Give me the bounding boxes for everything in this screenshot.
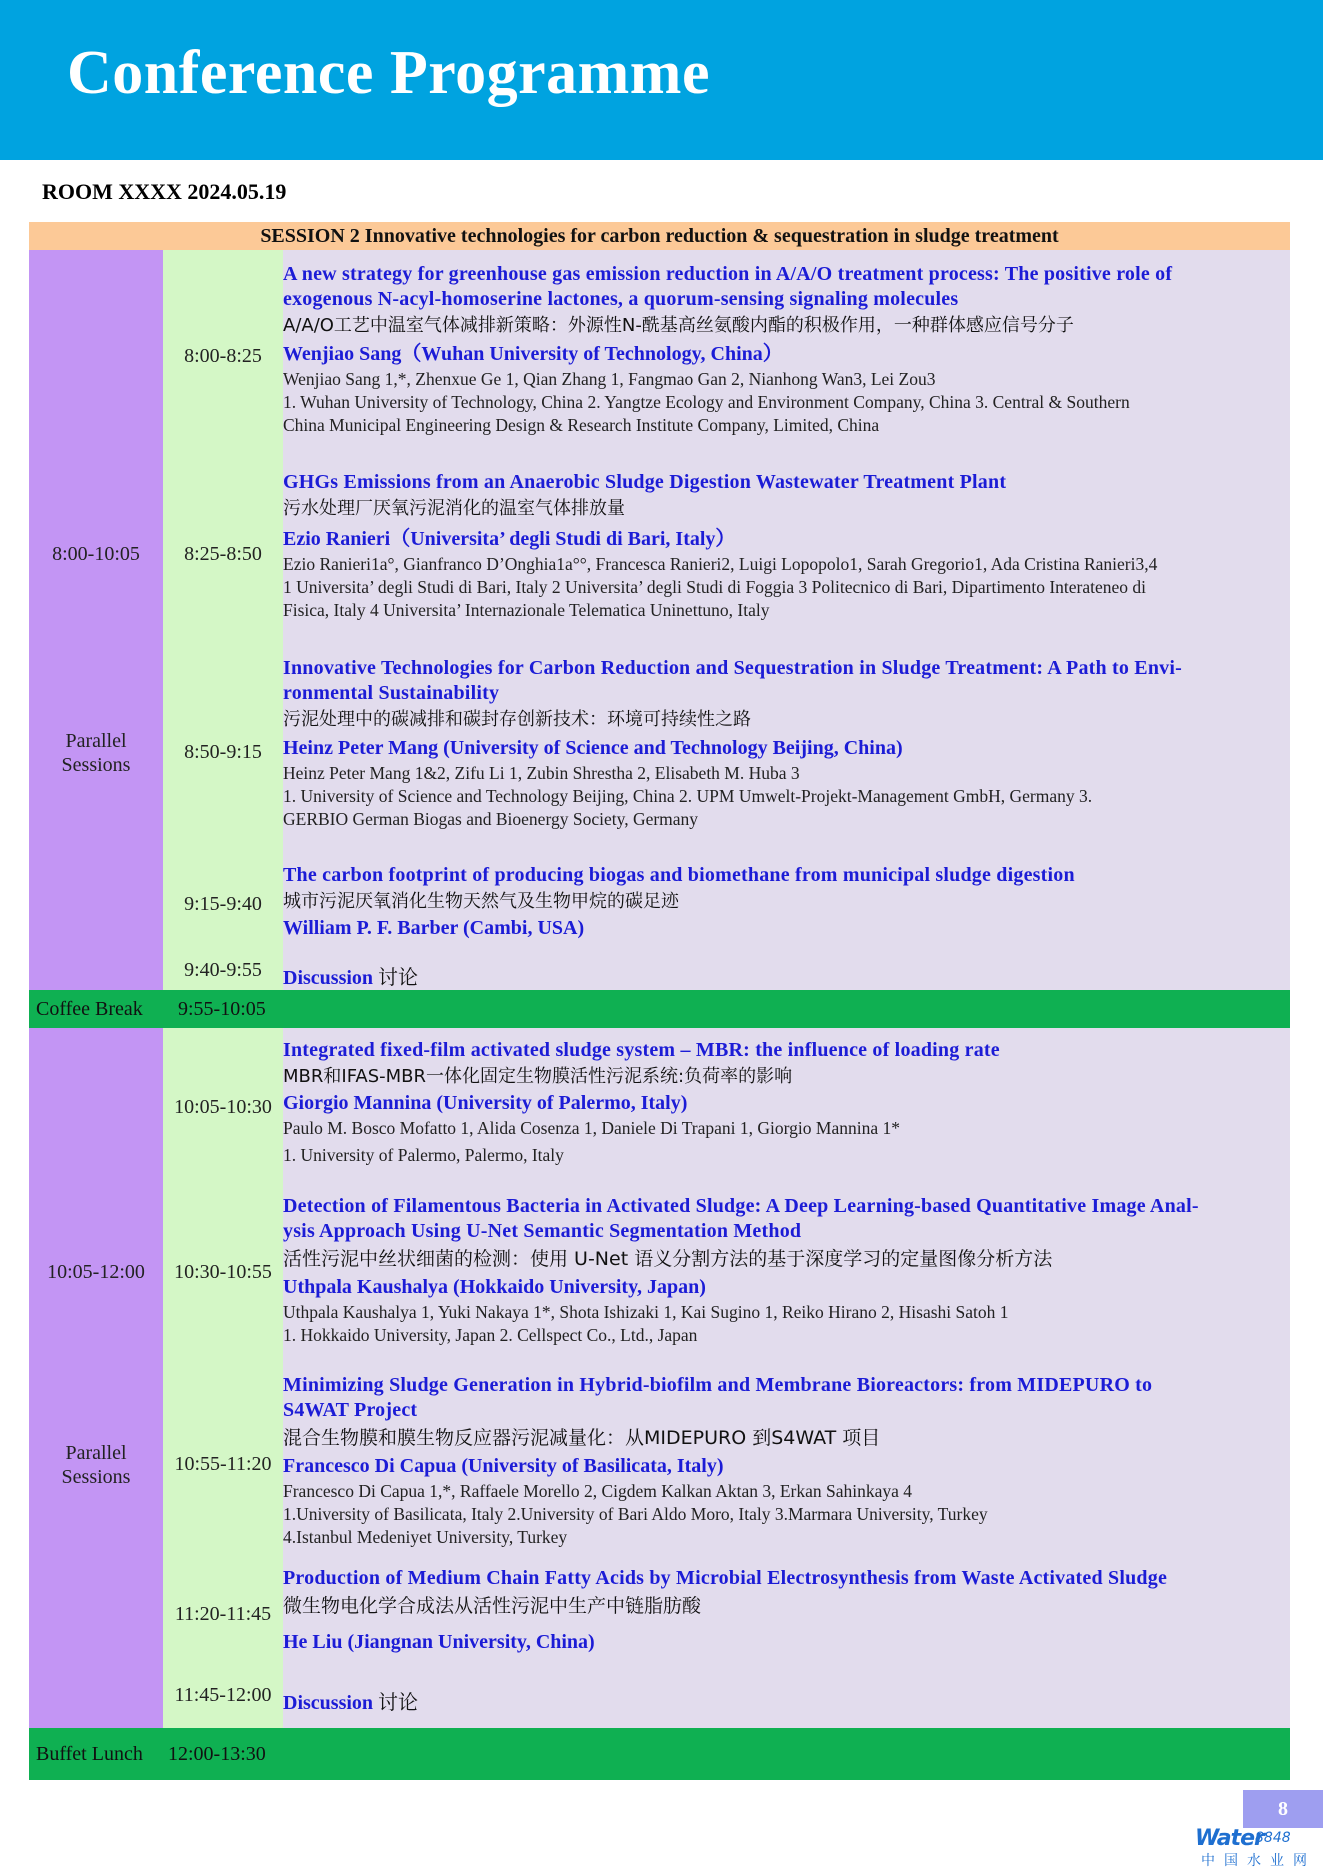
talk-speaker[interactable]: Wenjiao Sang（Wuhan University of Technology, China） xyxy=(283,343,783,365)
discussion-label xyxy=(283,1686,418,1715)
sessions-label: Sessions xyxy=(61,1466,131,1488)
talk-time: 8:00-8:25 xyxy=(184,345,262,367)
talk-authors: Heinz Peter Mang 1&2, Zifu Li 1, Zubin Shrestha 2, Elisabeth M. Huba 3 xyxy=(283,763,800,783)
block2-time: 10:05-12:00 xyxy=(47,1261,145,1283)
block2-parallel-sessions xyxy=(29,1441,163,1489)
talk-affiliations-cont: 4.Istanbul Medeniyet University, Turkey xyxy=(283,1527,568,1547)
talk-title-chinese: 活性污泥中丝状细菌的检测：使用 U-Net 语义分割方法的基于深度学习的定量图像分析方法 xyxy=(283,1248,1053,1270)
talk-entry xyxy=(283,1194,1283,1347)
buffet-lunch-row xyxy=(29,1728,1290,1780)
talk-affiliations: 1. Wuhan University of Technology, China 2. Yangtze Ecology and Environment Company, China 3. Central & Southern xyxy=(283,392,1130,412)
talk-time: 8:50-9:15 xyxy=(184,741,262,763)
talk-speaker[interactable]: Francesco Di Capua (University of Basilicata, Italy) xyxy=(283,1455,724,1477)
talk-title-cont[interactable]: ronmental Sustainability xyxy=(283,682,500,704)
talk-title-chinese: 城市污泥厌氧消化生物天然气及生物甲烷的碳足迹 xyxy=(283,891,679,912)
talk-title[interactable]: The carbon footprint of producing biogas and biomethane from municipal sludge digestion xyxy=(283,864,1075,886)
parallel-label: Parallel xyxy=(65,1442,127,1464)
discussion-time: 11:45-12:00 xyxy=(174,1684,272,1706)
coffee-break-row xyxy=(29,990,1290,1028)
talk-authors: Francesco Di Capua 1,*, Raffaele Morello 2, Cigdem Kalkan Aktan 3, Erkan Sahinkaya 4 xyxy=(283,1481,913,1501)
talk-entry xyxy=(283,1373,1283,1549)
coffee-break-time: 9:55-10:05 xyxy=(178,998,266,1020)
coffee-break-label: Coffee Break xyxy=(36,998,143,1020)
talk-speaker[interactable]: Uthpala Kaushalya (Hokkaido University, Japan) xyxy=(283,1276,706,1298)
talk-affiliations: 1. Hokkaido University, Japan 2. Cellspect Co., Ltd., Japan xyxy=(283,1325,698,1345)
discussion-time: 9:40-9:55 xyxy=(184,959,262,981)
buffet-lunch-label: Buffet Lunch xyxy=(36,1743,143,1765)
buffet-lunch-time: 12:00-13:30 xyxy=(168,1743,266,1765)
talk-title-chinese: 混合生物膜和膜生物反应器污泥减量化：从MIDEPURO 到S4WAT 项目 xyxy=(283,1427,881,1449)
page-number: 8 xyxy=(1243,1790,1323,1828)
talk-entry xyxy=(283,863,1283,942)
discussion-text: Discussion xyxy=(283,1692,374,1714)
talk-entry xyxy=(283,1038,1283,1167)
talk-affiliations: 1 Universita’ degli Studi di Bari, Italy 2 Universita’ degli Studi di Foggia 3 Politecnico di Bari, Dipartimento Interateneo di xyxy=(283,577,1147,597)
talk-entry xyxy=(283,262,1283,437)
talk-time: 9:15-9:40 xyxy=(184,893,262,915)
talk-speaker[interactable]: Heinz Peter Mang (University of Science and Technology Beijing, China) xyxy=(283,737,903,759)
talk-title[interactable]: Minimizing Sludge Generation in Hybrid-biofilm and Membrane Bioreactors: from MIDEPURO to xyxy=(283,1374,1153,1396)
logo-word: Water xyxy=(1195,1826,1264,1851)
talk-entry xyxy=(283,656,1283,831)
talk-affiliations: 1. University of Palermo, Palermo, Italy xyxy=(283,1145,564,1165)
talk-speaker[interactable]: He Liu (Jiangnan University, China) xyxy=(283,1631,595,1653)
block1-time-column xyxy=(29,250,163,990)
talk-authors: Uthpala Kaushalya 1, Yuki Nakaya 1*, Shota Ishizaki 1, Kai Sugino 1, Reiko Hirano 2, Hisashi Satoh 1 xyxy=(283,1302,1009,1322)
talk-title-cont[interactable]: ysis Approach Using U-Net Semantic Segmentation Method xyxy=(283,1220,802,1242)
talk-time: 10:55-11:20 xyxy=(174,1453,272,1475)
talk-time: 11:20-11:45 xyxy=(174,1603,272,1625)
talk-title-chinese: 微生物电化学合成法从活性污泥中生产中链脂肪酸 xyxy=(283,1595,702,1617)
talk-title[interactable]: GHGs Emissions from an Anaerobic Sludge Digestion Wastewater Treatment Plant xyxy=(283,471,1007,493)
session-header: SESSION 2 Innovative technologies for carbon reduction & sequestration in sludge treatment xyxy=(29,222,1290,250)
talk-affiliations: 1.University of Basilicata, Italy 2.University of Bari Aldo Moro, Italy 3.Marmara University, Turkey xyxy=(283,1504,988,1524)
talk-entry xyxy=(283,1566,1283,1656)
logo-chinese: 中国水业网 xyxy=(1201,1853,1316,1869)
talk-speaker[interactable]: Giorgio Mannina (University of Palermo, Italy) xyxy=(283,1092,688,1114)
talk-title-chinese: 污水处理厂厌氧污泥消化的温室气体排放量 xyxy=(283,498,625,519)
talk-speaker[interactable]: William P. F. Barber (Cambi, USA) xyxy=(283,917,585,939)
discussion-chinese: 讨论 xyxy=(378,965,419,989)
discussion-label xyxy=(283,961,418,990)
water8848-logo[interactable] xyxy=(1193,1824,1323,1869)
talk-time: 10:05-10:30 xyxy=(174,1096,272,1118)
page-title: Conference Programme xyxy=(67,39,710,107)
block2-time-column xyxy=(29,1028,163,1728)
talk-time: 8:25-8:50 xyxy=(184,543,262,565)
talk-speaker[interactable]: Ezio Ranieri（Universita’ degli Studi di Bari, Italy） xyxy=(283,528,736,550)
talk-authors: Ezio Ranieri1a°, Gianfranco D’Onghia1a°°, Francesca Ranieri2, Luigi Lopopolo1, Sarah Gregorio1, Ada Cristina Ranieri3,4 xyxy=(283,554,1158,574)
talk-title[interactable]: Production of Medium Chain Fatty Acids by Microbial Electrosynthesis from Waste Activated Sludge xyxy=(283,1567,1168,1589)
talk-title-chinese: 污泥处理中的碳减排和碳封存创新技术：环境可持续性之路 xyxy=(283,709,751,730)
room-date: ROOM XXXX 2024.05.19 xyxy=(42,179,287,204)
talk-title[interactable]: A new strategy for greenhouse gas emission reduction in A/A/O treatment process: The positive role of xyxy=(283,263,1173,285)
header-banner xyxy=(0,0,1323,160)
talk-authors: Wenjiao Sang 1,*, Zhenxue Ge 1, Qian Zhang 1, Fangmao Gan 2, Nianhong Wan3, Lei Zou3 xyxy=(283,369,936,389)
logo-number: 8848 xyxy=(1255,1830,1291,1846)
talk-title[interactable]: Innovative Technologies for Carbon Reduction and Sequestration in Sludge Treatment: A Path to Envi- xyxy=(283,657,1182,679)
parallel-label: Parallel xyxy=(65,730,127,752)
talk-authors: Paulo M. Bosco Mofatto 1, Alida Cosenza 1, Daniele Di Trapani 1, Giorgio Mannina 1* xyxy=(283,1118,900,1138)
talk-affiliations: 1. University of Science and Technology Beijing, China 2. UPM Umwelt-Projekt-Management GmbH, Germany 3. xyxy=(283,786,1093,806)
discussion-text: Discussion xyxy=(283,967,374,989)
talk-title-chinese: MBR和IFAS-MBR一体化固定生物膜活性污泥系统:负荷率的影响 xyxy=(283,1066,793,1087)
talk-title-cont[interactable]: exogenous N-acyl-homoserine lactones, a quorum-sensing signaling molecules xyxy=(283,288,959,310)
block1-time: 8:00-10:05 xyxy=(52,543,140,565)
talk-entry xyxy=(283,470,1283,622)
talk-title-cont[interactable]: S4WAT Project xyxy=(283,1399,418,1421)
talk-affiliations-cont: China Municipal Engineering Design & Research Institute Company, Limited, China xyxy=(283,415,880,435)
discussion-chinese: 讨论 xyxy=(378,1690,419,1714)
block1-parallel-sessions xyxy=(29,729,163,777)
talk-affiliations-cont: Fisica, Italy 4 Universita’ Internazionale Telematica Uninettuno, Italy xyxy=(283,600,770,620)
talk-time: 10:30-10:55 xyxy=(174,1261,272,1283)
talk-title-chinese: A/A/O工艺中温室气体减排新策略：外源性N-酰基高丝氨酸内酯的积极作用，一种群体感应信号分子 xyxy=(283,315,1074,336)
talk-affiliations-cont: GERBIO German Biogas and Bioenergy Society, Germany xyxy=(283,809,699,829)
sessions-label: Sessions xyxy=(61,754,131,776)
talk-title[interactable]: Detection of Filamentous Bacteria in Activated Sludge: A Deep Learning-based Quantitative Image Anal- xyxy=(283,1195,1199,1217)
talk-title[interactable]: Integrated fixed-film activated sludge system – MBR: the influence of loading rate xyxy=(283,1039,1000,1061)
